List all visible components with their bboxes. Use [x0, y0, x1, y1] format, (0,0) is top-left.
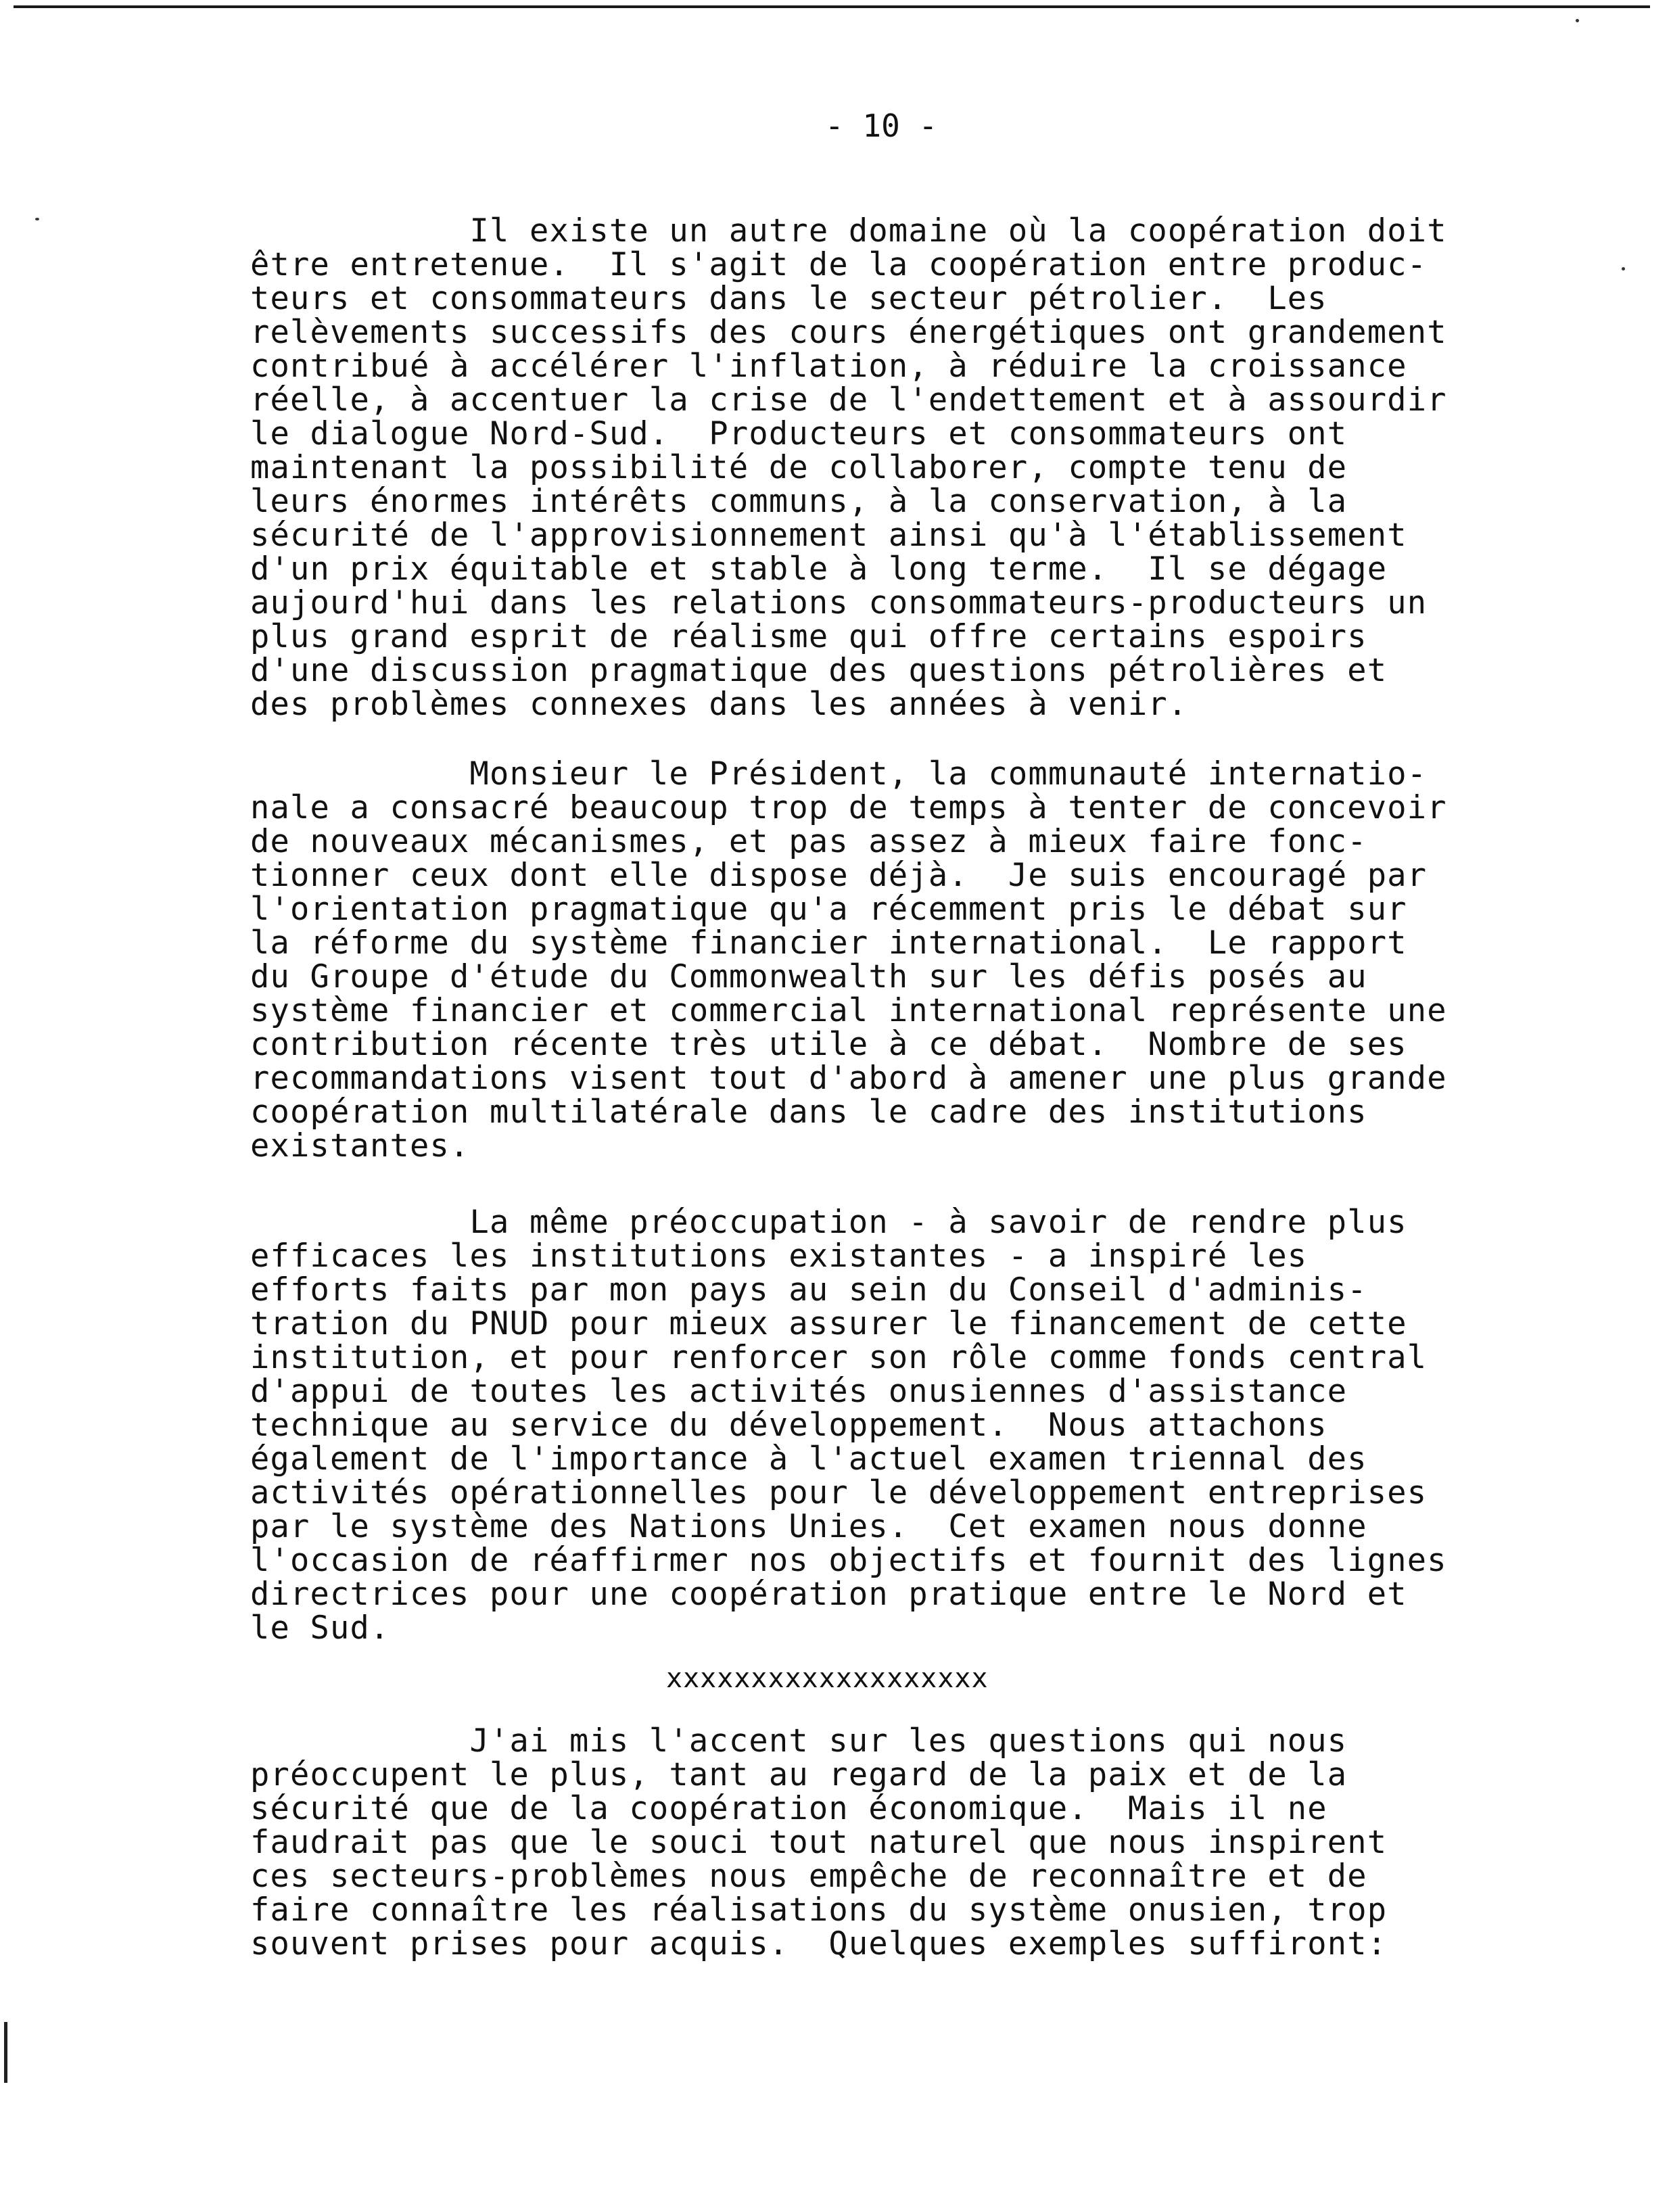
- text-line: le dialogue Nord-Sud. Producteurs et consommateurs ont: [250, 415, 1348, 452]
- text-line: d'un prix équitable et stable à long terme. Il se dégage: [250, 550, 1388, 588]
- text-line: la réforme du système financier international. Le rapport: [250, 924, 1407, 962]
- text-line: système financier et commercial international représente une: [250, 992, 1447, 1029]
- text-line: efforts faits par mon pays au sein du Conseil d'adminis-: [250, 1271, 1367, 1309]
- text-line: Il existe un autre domaine où la coopération doit: [250, 212, 1447, 250]
- text-line: existantes.: [250, 1127, 470, 1164]
- text-line: efficaces les institutions existantes - a inspiré les: [250, 1238, 1308, 1275]
- text-line: maintenant la possibilité de collaborer, compte tenu de: [250, 449, 1348, 486]
- text-line: le Sud.: [250, 1609, 390, 1647]
- text-line: souvent prises pour acquis. Quelques exemples suffiront:: [250, 1925, 1388, 1962]
- text-line: l'orientation pragmatique qu'a récemment pris le débat sur: [250, 891, 1407, 928]
- text-line: par le système des Nations Unies. Cet examen nous donne: [250, 1508, 1367, 1545]
- text-line: directrices pour une coopération pratique entre le Nord et: [250, 1576, 1407, 1613]
- scan-top-edge: [14, 5, 1650, 8]
- text-line: sécurité de l'approvisionnement ainsi qu'à l'établissement: [250, 517, 1407, 554]
- text-line: recommandations visent tout d'abord à amener une plus grande: [250, 1060, 1447, 1097]
- text-line: relèvements successifs des cours énergétiques ont grandement: [250, 314, 1447, 351]
- text-line: tration du PNUD pour mieux assurer le financement de cette: [250, 1305, 1407, 1342]
- text-line: nale a consacré beaucoup trop de temps à tenter de concevoir: [250, 789, 1447, 826]
- scan-speck: [1622, 267, 1625, 270]
- text-line: d'une discussion pragmatique des questions pétrolières et: [250, 652, 1388, 689]
- text-line: des problèmes connexes dans les années à venir.: [250, 686, 1188, 723]
- text-line: teurs et consommateurs dans le secteur pétrolier. Les: [250, 280, 1327, 317]
- page-number: - 10 -: [825, 108, 938, 144]
- text-line: préoccupent le plus, tant au regard de la paix et de la: [250, 1756, 1348, 1793]
- section-separator: xxxxxxxxxxxxxxxxxxx: [666, 1663, 989, 1694]
- text-line: plus grand esprit de réalisme qui offre certains espoirs: [250, 618, 1367, 655]
- paragraph-financial-reform: [250, 757, 1495, 1163]
- text-line: tionner ceux dont elle dispose déjà. Je suis encouragé par: [250, 857, 1428, 894]
- scan-speck: [1576, 19, 1579, 22]
- text-line: technique au service du développement. Nous attachons: [250, 1407, 1327, 1444]
- text-line: du Groupe d'étude du Commonwealth sur les défis posés au: [250, 958, 1367, 995]
- paragraph-un-achievements: [250, 1724, 1495, 1961]
- text-line: coopération multilatérale dans le cadre des institutions: [250, 1093, 1367, 1131]
- scan-left-edge-mark: [4, 2022, 7, 2083]
- text-line: contribué à accélérer l'inflation, à réduire la croissance: [250, 348, 1407, 385]
- scan-speck: [35, 218, 39, 220]
- text-line: l'occasion de réaffirmer nos objectifs et fournit des lignes: [250, 1542, 1447, 1579]
- text-line: leurs énormes intérêts communs, à la conservation, à la: [250, 483, 1348, 520]
- text-line: d'appui de toutes les activités onusiennes d'assistance: [250, 1373, 1348, 1410]
- paragraph-pnud: [250, 1206, 1495, 1645]
- text-line: sécurité que de la coopération économique. Mais il ne: [250, 1790, 1327, 1827]
- text-line: Monsieur le Président, la communauté internatio-: [250, 755, 1428, 793]
- text-line: La même préoccupation - à savoir de rendre plus: [250, 1204, 1407, 1241]
- text-line: aujourd'hui dans les relations consommateurs-producteurs un: [250, 584, 1428, 621]
- text-line: faudrait pas que le souci tout naturel que nous inspirent: [250, 1824, 1388, 1861]
- text-line: institution, et pour renforcer son rôle comme fonds central: [250, 1339, 1428, 1376]
- text-line: J'ai mis l'accent sur les questions qui nous: [250, 1722, 1348, 1760]
- text-line: activités opérationnelles pour le développement entreprises: [250, 1474, 1428, 1511]
- text-line: contribution récente très utile à ce débat. Nombre de ses: [250, 1026, 1407, 1063]
- text-line: ces secteurs-problèmes nous empêche de reconnaître et de: [250, 1858, 1367, 1895]
- paragraph-oil-cooperation: [250, 214, 1495, 722]
- text-line: réelle, à accentuer la crise de l'endettement et à assourdir: [250, 381, 1447, 419]
- text-line: de nouveaux mécanismes, et pas assez à mieux faire fonc-: [250, 823, 1367, 860]
- text-line: faire connaître les réalisations du système onusien, trop: [250, 1891, 1388, 1929]
- text-line: être entretenue. Il s'agit de la coopération entre produc-: [250, 246, 1428, 283]
- text-line: également de l'importance à l'actuel examen triennal des: [250, 1440, 1367, 1478]
